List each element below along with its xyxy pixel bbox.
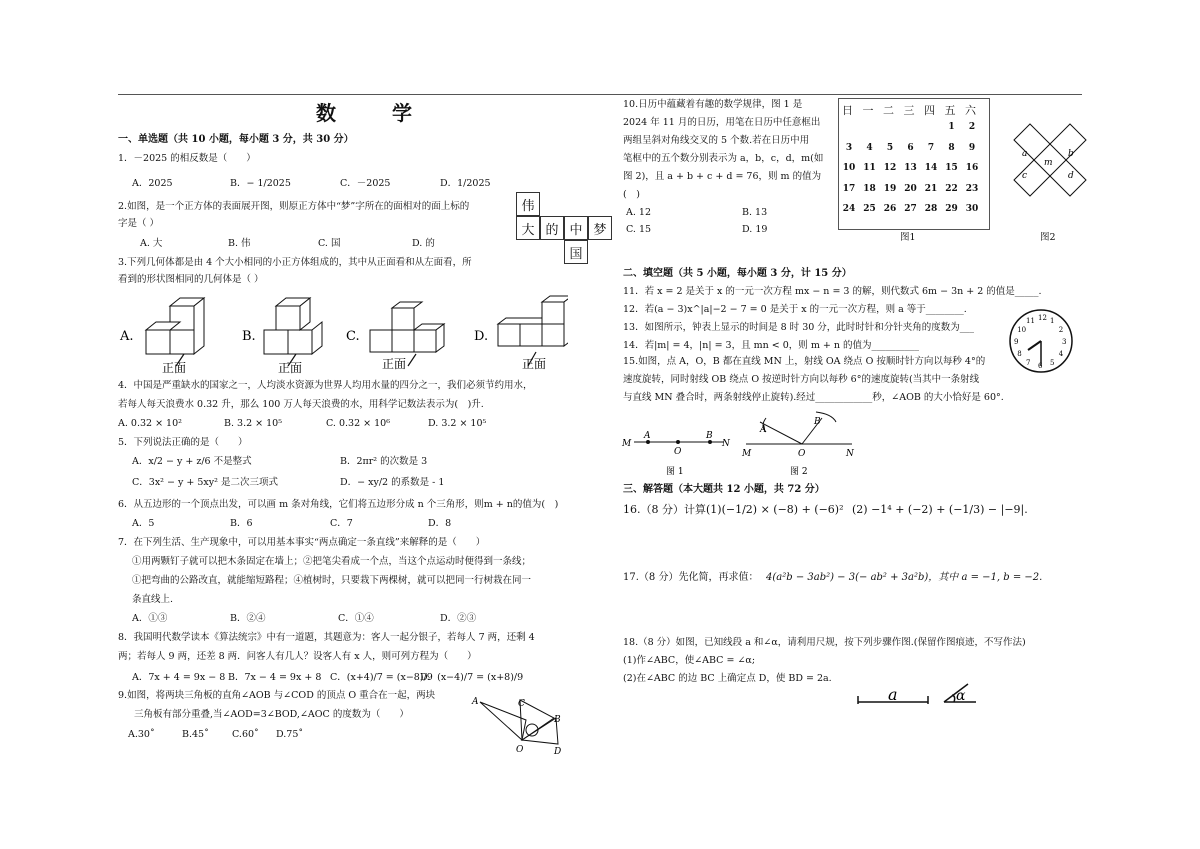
- calendar-day: 19: [883, 183, 897, 194]
- q8-option-d: D．(x−4)/7 = (x+8)/9: [420, 672, 524, 683]
- q8-option-c: C．(x+4)/7 = (x−8)/9: [330, 672, 433, 683]
- q15-f1-a: A: [644, 431, 651, 441]
- calendar-day: 3: [845, 142, 853, 153]
- q2-option-c: C. 国: [318, 238, 341, 249]
- q9-option-b: B.45˚: [182, 729, 209, 740]
- calendar-day: 26: [883, 204, 897, 214]
- q13-text: 13．如图所示，钟表上显示的时间是 8 时 30 分，此时时针和分针夹角的度数为___: [623, 322, 975, 333]
- page-title: 数 学: [316, 101, 430, 125]
- q6-stem: 6．从五边形的一个顶点出发，可以画 m 条对角线，它们将五边形分成 n 个三角形，则m + n的值为( ): [118, 499, 559, 510]
- q16-part-1: (1)(−1/2) × (−8) + (−6)²: [706, 503, 844, 516]
- q3-stem-2: 看到的形状图相同的几何体是（ ）: [118, 274, 264, 285]
- q2-stem-2: 字是（ ）: [118, 218, 160, 229]
- q15-fig2-caption: 图 2: [790, 467, 808, 477]
- clock-number: 3: [1062, 338, 1067, 346]
- q4-stem: 4．中国是严重缺水的国家之一，人均淡水资源为世界人均用水量的四分之一，我们必须节约用水，: [118, 380, 533, 391]
- q5-option-c: C．3x² − y + 5xy² 是二次三项式: [132, 477, 278, 488]
- q8-stem-2: 两；若每人 9 两，还差 8 两．问客人有几人？设客人有 x 人，则可列方程为（ ）: [118, 651, 477, 662]
- q3-label-a: A.: [120, 329, 134, 344]
- q3-front-d: 正面: [522, 357, 547, 371]
- calendar-day: 8: [948, 142, 955, 153]
- calendar-day: 17: [842, 183, 856, 194]
- clock-number: 2: [1058, 326, 1064, 334]
- q6-option-c: C．7: [330, 518, 353, 529]
- q10-option-b: B. 13: [742, 207, 768, 218]
- q15-f2-b: B: [814, 417, 821, 427]
- q10-cross-b: b: [1068, 149, 1074, 159]
- net-cell: 中: [564, 216, 588, 240]
- net-cell: 的: [540, 216, 564, 240]
- q4-option-a: A. 0.32 × 10²: [118, 418, 182, 429]
- clock-number: 5: [1050, 358, 1055, 367]
- calendar-day: 27: [904, 204, 917, 214]
- calendar-day: 20: [904, 183, 917, 194]
- q10-fig1-caption: 图1: [900, 232, 916, 243]
- q7-option-c: C．①④: [338, 613, 374, 624]
- q15-f1-b: B: [706, 431, 713, 441]
- q17-label: 17.（8 分）先化简，再求值：: [623, 572, 759, 583]
- q9-pt-c: C: [518, 699, 525, 709]
- calendar-day: 16: [965, 163, 979, 173]
- q15-f2-m: M: [742, 449, 752, 459]
- q15-f2-a: A: [760, 425, 767, 435]
- clock-figure: [1006, 306, 1076, 376]
- q15-f1-n: N: [722, 439, 730, 449]
- q3-figures: [118, 292, 568, 374]
- clock-number: 9: [1014, 338, 1019, 346]
- calendar-day: 6: [907, 142, 914, 153]
- q8-option-b: B．7x − 4 = 9x + 8: [228, 672, 322, 683]
- q7-option-a: A．①③: [132, 613, 168, 624]
- clock-number: 7: [1026, 358, 1031, 367]
- q10-cross-figure: [1010, 120, 1090, 210]
- calendar-day: 28: [924, 204, 938, 214]
- q15-figures: [620, 410, 870, 478]
- calendar-day: 4: [866, 142, 873, 153]
- q2-stem: 2.如图，是一个正方体的表面展开图，则原正方体中“梦”字所在的面相对的面上标的: [118, 201, 470, 212]
- calendar-day: 15: [945, 163, 958, 173]
- q10-line-1: 10.日历中蕴藏着有趣的数学规律，图 1 是: [623, 99, 803, 110]
- q14-text: 14．若|m| = 4，|n| = 3，且 mn < 0，则 m + n 的值为__________: [623, 340, 919, 351]
- calendar-day: 7: [927, 142, 935, 153]
- q18-angle-label: α: [956, 688, 966, 704]
- q11-text: 11．若 x = 2 是关于 x 的一元一次方程 mx − n = 3 的解，则代数式 6m − 3n + 2 的值是_____.: [623, 286, 1042, 297]
- q17-expression: 4(a²b − 3ab²) − 3(− ab² + 3a²b)，其中 a = −1, b = −2.: [766, 572, 1043, 583]
- calendar-day: 29: [945, 204, 958, 214]
- q3-label-b: B.: [242, 329, 256, 344]
- clock-number: 10: [1017, 326, 1027, 334]
- q2-option-d: D. 的: [412, 238, 435, 249]
- q7-stem: 7．在下列生活、生产现象中，可以用基本事实“两点确定一条直线”来解释的是（ ）: [118, 537, 486, 548]
- calendar-day: 5: [886, 142, 894, 153]
- q9-pt-o: O: [516, 745, 524, 755]
- header-rule: [118, 94, 1082, 95]
- q5-option-a: A．x/2 − y + z/6 不是整式: [132, 456, 252, 467]
- calendar-weekday: 日: [842, 104, 853, 117]
- q3-front-b: 正面: [278, 361, 303, 374]
- q7-option-d: D．②③: [440, 613, 477, 624]
- section-3-heading: 三、解答题（本大题共 12 小题，共 72 分）: [623, 484, 825, 495]
- q18-line-2: (1)作∠ABC，使∠ABC = ∠α;: [623, 655, 756, 666]
- q16-label: 16.（8 分）计算: [623, 503, 706, 516]
- calendar-weekday: 三: [903, 104, 915, 117]
- q7-line-3: 条直线上.: [132, 594, 174, 605]
- q1-stem: 1．－2025 的相反数是（ ）: [118, 153, 256, 164]
- q10-cross-d: d: [1068, 171, 1074, 181]
- clock-number: 12: [1038, 314, 1047, 322]
- q18-line-1: 18.（8 分）如图，已知线段 a 和∠α，请利用尺规，按下列步骤作图.(保留作图痕迹，不写作法): [623, 637, 1026, 648]
- q9-figure: [470, 694, 566, 756]
- calendar-day: 9: [968, 142, 976, 153]
- net-cell: 大: [516, 216, 540, 240]
- q12-text: 12．若(a − 3)x^|a|−2 − 7 = 0 是关于 x 的一元一次方程，则 a 等于________.: [623, 304, 967, 315]
- q5-option-d: D．− xy/2 的系数是 - 1: [340, 477, 445, 488]
- q7-line-2: ①把弯曲的公路改直，就能缩短路程；④植树时，只要栽下两棵树，就可以把同一行树栽在同一: [132, 575, 532, 586]
- q10-cross-m: m: [1044, 158, 1053, 168]
- section-2-heading: 二、填空题（共 5 小题，每小题 3 分，计 15 分）: [623, 268, 852, 279]
- clock-number: 8: [1017, 350, 1022, 358]
- q3-stem: 3.下列几何体都是由 4 个大小相同的小正方体组成的，其中从正面看和从左面看，所: [118, 257, 472, 268]
- calendar-day: 2: [968, 122, 976, 132]
- calendar-day: 22: [945, 183, 958, 194]
- q8-option-a: A．7x + 4 = 9x − 8: [132, 672, 226, 683]
- q10-option-a: A. 12: [626, 207, 651, 218]
- q10-cross-c: c: [1022, 171, 1028, 181]
- q5-option-b: B．2πr² 的次数是 3: [340, 456, 428, 467]
- q18-line-3: (2)在∠ABC 的边 BC 上确定点 D，使 BD = 2a.: [623, 673, 832, 684]
- q1-option-c: C．－2025: [340, 178, 391, 189]
- q10-line-5: 图 2)，且 a + b + c + d = 76，则 m 的值为: [623, 171, 822, 182]
- q7-line-1: ①用两颗钉子就可以把木条固定在墙上；②把笔尖看成一个点，当这个点运动时便得到一条线；: [132, 556, 532, 567]
- q7-option-b: B．②④: [230, 613, 266, 624]
- q10-option-c: C. 15: [626, 224, 652, 235]
- q15-line-3: 与直线 MN 叠合时，两条射线停止旋转).经过____________秒，∠AOB 的大小恰好是 60°.: [623, 392, 1004, 403]
- q9-option-a: A.30˚: [128, 729, 155, 740]
- q2-option-a: A. 大: [140, 238, 163, 249]
- q3-label-c: C.: [346, 329, 360, 344]
- q10-fig2-caption: 图2: [1040, 232, 1056, 243]
- q10-option-d: D. 19: [742, 224, 768, 235]
- calendar-day: 24: [842, 204, 856, 214]
- q4-stem-2: 若每人每天浪费水 0.32 升，那么 100 万人每天浪费的水，用科学记数法表示为( )升.: [118, 399, 484, 410]
- q10-line-3: 两组呈斜对角线交叉的 5 个数.若在日历中用: [623, 135, 810, 146]
- q15-f2-n: N: [846, 449, 854, 459]
- calendar-day: 30: [965, 204, 979, 214]
- net-cell: 国: [564, 240, 588, 264]
- q10-line-6: ( ): [623, 189, 640, 200]
- q18-figure: [852, 680, 982, 710]
- q15-f2-o: O: [798, 449, 806, 459]
- q18-segment-label: a: [888, 685, 898, 704]
- q1-option-a: A．2025: [132, 178, 173, 189]
- calendar-day: 13: [904, 163, 917, 173]
- calendar-weekday: 四: [924, 104, 935, 117]
- q8-stem: 8．我国明代数学读本《算法统宗》中有一道题，其题意为：客人一起分银子，若每人 7 两，还剩 4: [118, 632, 535, 643]
- calendar-day: 14: [924, 163, 938, 173]
- q9-pt-a: A: [472, 697, 479, 707]
- q9-pt-b: B: [554, 715, 561, 725]
- clock-number: 11: [1026, 317, 1035, 326]
- q2-option-b: B. 伟: [228, 238, 251, 249]
- q9-pt-d: D: [554, 747, 562, 756]
- q6-option-a: A．5: [132, 518, 155, 529]
- q3-label-d: D.: [474, 329, 489, 344]
- q15-fig1-caption: 图 1: [666, 467, 684, 477]
- q3-front-c: 正面: [382, 357, 407, 371]
- q3-front-a: 正面: [162, 361, 187, 374]
- calendar-weekday: 六: [965, 104, 976, 117]
- q6-option-d: D．8: [428, 518, 452, 529]
- clock-number: 6: [1038, 362, 1043, 370]
- q15-line-1: 15.如图，点 A，O，B 都在直线 MN 上，射线 OA 绕点 O 按顺时针方向以每秒 4°的: [623, 356, 986, 367]
- q4-option-b: B. 3.2 × 10⁵: [224, 418, 283, 429]
- clock-number: 1: [1050, 317, 1055, 326]
- q15-f1-o: O: [674, 447, 682, 457]
- q16-part-2: (2) −1⁴ + (−2) + (−1/3) − |−9|.: [852, 503, 1028, 516]
- q9-stem: 9.如图，将两块三角板的直角∠AOB 与∠COD 的顶点 O 重合在一起，两块: [118, 690, 436, 701]
- calendar-day: 12: [883, 163, 897, 173]
- calendar-day: 21: [924, 183, 938, 194]
- q10-line-2: 2024 年 11 月的日历，用笔在日历中任意框出: [623, 117, 821, 128]
- q1-option-d: D．1/2025: [440, 178, 491, 189]
- net-cell: 梦: [588, 216, 612, 240]
- calendar-day: 18: [863, 183, 876, 194]
- calendar-day: 10: [842, 163, 856, 173]
- q9-option-d: D.75˚: [276, 729, 304, 740]
- calendar-weekday: 一: [862, 104, 874, 117]
- q10-line-4: 笔框中的五个数分别表示为 a，b，c，d，m(如: [623, 153, 824, 164]
- q15-f1-m: M: [622, 439, 632, 449]
- q6-option-b: B．6: [230, 518, 253, 529]
- calendar-day: 25: [863, 204, 876, 214]
- calendar-weekday: 五: [944, 104, 956, 117]
- calendar-weekday: 二: [883, 104, 894, 117]
- q4-option-c: C. 0.32 × 10⁶: [326, 418, 391, 429]
- net-cell: 伟: [516, 192, 540, 216]
- calendar-day: 1: [948, 122, 955, 132]
- section-1-heading: 一、单选题（共 10 小题，每小题 3 分，共 30 分）: [118, 134, 354, 145]
- q1-option-b: B．− 1/2025: [230, 178, 291, 189]
- q9-stem-2: 三角板有部分重叠,当∠AOD=3∠BOD,∠AOC 的度数为（ ）: [134, 709, 409, 720]
- calendar-day: 11: [863, 163, 876, 173]
- q4-option-d: D. 3.2 × 10⁵: [428, 418, 487, 429]
- q9-option-c: C.60˚: [232, 729, 259, 740]
- q10-cross-a: a: [1022, 149, 1028, 159]
- calendar-day: 23: [965, 183, 979, 194]
- q5-stem: 5．下列说法正确的是（ ）: [118, 437, 248, 448]
- clock-number: 4: [1058, 350, 1064, 358]
- q15-line-2: 速度旋转，同时射线 OB 绕点 O 按逆时针方向以每秒 6°的速度旋转(当其中一条射线: [623, 374, 980, 385]
